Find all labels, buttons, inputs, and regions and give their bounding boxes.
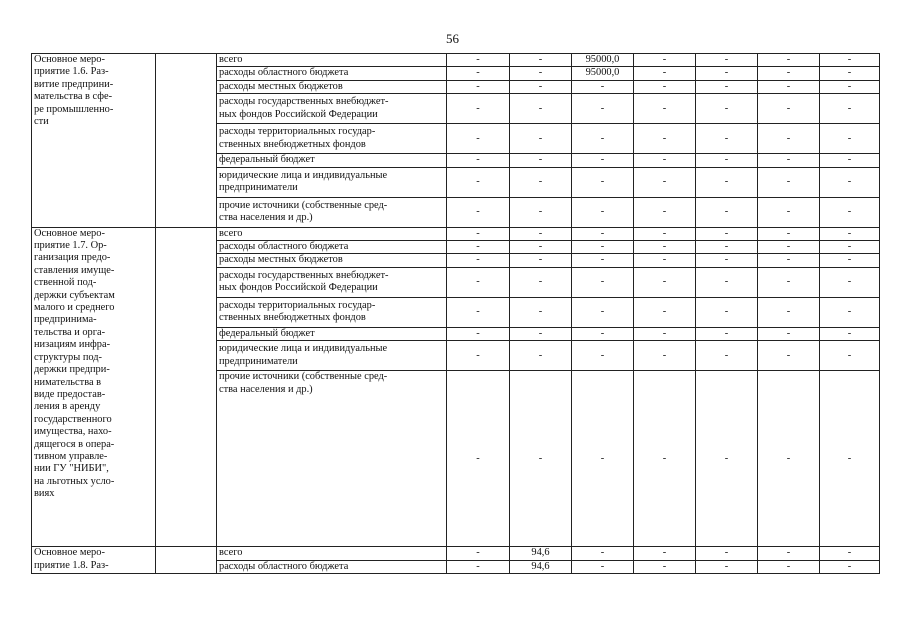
page-number: 56 bbox=[446, 31, 459, 46]
value-cell: - bbox=[510, 167, 572, 197]
measure-line: приятие 1.6. Раз- bbox=[34, 66, 109, 78]
value-cell: - bbox=[572, 197, 634, 227]
funding-source-line: расходы областного бюджета bbox=[219, 241, 349, 253]
value-cell: - bbox=[696, 197, 758, 227]
funding-source-line: расходы местных бюджетов bbox=[219, 80, 343, 92]
value-cell: - bbox=[572, 327, 634, 340]
value-cell: - bbox=[572, 241, 634, 254]
value-cell: - bbox=[572, 94, 634, 124]
value-cell: - bbox=[758, 167, 820, 197]
value-cell: - bbox=[447, 227, 510, 240]
value-cell: - bbox=[634, 267, 696, 297]
value-cell: - bbox=[510, 341, 572, 371]
value-cell: - bbox=[820, 254, 880, 267]
value-cell: - bbox=[447, 80, 510, 93]
value-cell: - bbox=[696, 547, 758, 560]
funding-source-cell bbox=[217, 124, 447, 154]
value-cell: - bbox=[820, 297, 880, 327]
value-cell: - bbox=[634, 80, 696, 93]
value-cell: - bbox=[572, 80, 634, 93]
value-cell: - bbox=[510, 327, 572, 340]
value-cell: - bbox=[696, 241, 758, 254]
value-cell: - bbox=[447, 254, 510, 267]
measure-line: низациям инфра- bbox=[34, 339, 111, 351]
measure-line: малого и среднего bbox=[34, 302, 115, 314]
value-cell: - bbox=[696, 227, 758, 240]
funding-source-line: прочие источники (собственные сред- bbox=[219, 371, 388, 383]
funding-source-line: ственных внебюджетных фондов bbox=[219, 312, 366, 324]
funding-source-line: расходы областного бюджета bbox=[219, 67, 349, 79]
measure-line: приятие 1.8. Раз- bbox=[34, 559, 109, 571]
value-cell: - bbox=[447, 67, 510, 80]
value-cell: - bbox=[510, 154, 572, 167]
value-cell: - bbox=[572, 167, 634, 197]
value-cell: - bbox=[820, 67, 880, 80]
value-cell: - bbox=[447, 547, 510, 560]
value-cell: - bbox=[510, 241, 572, 254]
funding-source-line: расходы территориальных государ- bbox=[219, 126, 376, 138]
funding-source-line: юридические лица и индивидуальные bbox=[219, 343, 388, 355]
funding-source-line: ных фондов Российской Федерации bbox=[219, 282, 378, 294]
measure-line: держки субъектам bbox=[34, 289, 115, 301]
value-cell: - bbox=[510, 227, 572, 240]
value-cell: - bbox=[820, 560, 880, 573]
measure-line: приятие 1.7. Ор- bbox=[34, 240, 107, 252]
measure-line: нимательства в bbox=[34, 376, 102, 388]
value-cell: - bbox=[572, 341, 634, 371]
executor-cell bbox=[156, 227, 217, 547]
funding-source-line: расходы государственных внебюджет- bbox=[219, 96, 389, 108]
measure-line: Основное меро- bbox=[34, 547, 105, 559]
value-cell: - bbox=[447, 341, 510, 371]
value-cell: - bbox=[447, 197, 510, 227]
value-cell: - bbox=[758, 267, 820, 297]
executor-cell bbox=[156, 54, 217, 228]
value-cell: - bbox=[634, 371, 696, 547]
value-cell: - bbox=[758, 547, 820, 560]
value-cell: - bbox=[758, 94, 820, 124]
value-cell: - bbox=[634, 341, 696, 371]
funding-source-line: всего bbox=[219, 227, 243, 239]
value-cell: - bbox=[510, 297, 572, 327]
measure-line: Основное меро- bbox=[34, 54, 105, 65]
funding-source-cell bbox=[217, 94, 447, 124]
measure-line: ставления имуще- bbox=[34, 264, 115, 276]
funding-source-line: расходы государственных внебюджет- bbox=[219, 269, 389, 281]
value-cell: - bbox=[758, 560, 820, 573]
measure-line: Основное меро- bbox=[34, 227, 105, 239]
measure-line: на льготных усло- bbox=[34, 475, 115, 487]
value-cell: - bbox=[634, 67, 696, 80]
value-cell: - bbox=[572, 267, 634, 297]
value-cell: - bbox=[696, 167, 758, 197]
value-cell: - bbox=[634, 560, 696, 573]
value-cell: - bbox=[634, 241, 696, 254]
funding-source-cell bbox=[217, 227, 447, 240]
value-cell: - bbox=[447, 297, 510, 327]
measure-cell bbox=[32, 54, 156, 228]
value-cell: - bbox=[820, 327, 880, 340]
value-cell: 94,6 bbox=[510, 547, 572, 560]
value-cell: - bbox=[758, 124, 820, 154]
value-cell: - bbox=[572, 124, 634, 154]
budget-table bbox=[31, 53, 880, 574]
value-cell: - bbox=[820, 54, 880, 67]
value-cell: - bbox=[634, 124, 696, 154]
value-cell: - bbox=[696, 254, 758, 267]
value-cell: 95000,0 bbox=[572, 67, 634, 80]
value-cell: - bbox=[447, 154, 510, 167]
value-cell: - bbox=[696, 54, 758, 67]
value-cell: - bbox=[820, 371, 880, 547]
funding-source-line: ства населения и др.) bbox=[219, 212, 313, 224]
value-cell: - bbox=[634, 197, 696, 227]
value-cell: - bbox=[758, 254, 820, 267]
measure-line: нии ГУ "НИБИ", bbox=[34, 463, 109, 475]
measure-line: ственной под- bbox=[34, 277, 97, 289]
measure-line: тивном управле- bbox=[34, 450, 108, 462]
value-cell: - bbox=[820, 124, 880, 154]
value-cell: - bbox=[447, 267, 510, 297]
funding-source-line: юридические лица и индивидуальные bbox=[219, 169, 388, 181]
funding-source-cell bbox=[217, 80, 447, 93]
executor-cell bbox=[156, 547, 217, 574]
value-cell: - bbox=[634, 54, 696, 67]
measure-line: структуры под- bbox=[34, 351, 103, 363]
value-cell: - bbox=[820, 167, 880, 197]
funding-source-line: прочие источники (собственные сред- bbox=[219, 199, 388, 211]
value-cell: - bbox=[820, 547, 880, 560]
funding-source-cell bbox=[217, 254, 447, 267]
value-cell: - bbox=[758, 154, 820, 167]
measure-line: тельства и орга- bbox=[34, 326, 106, 338]
value-cell: - bbox=[634, 167, 696, 197]
funding-source-cell bbox=[217, 297, 447, 327]
value-cell: - bbox=[696, 94, 758, 124]
value-cell: - bbox=[634, 327, 696, 340]
value-cell: - bbox=[758, 227, 820, 240]
measure-line: государственного bbox=[34, 413, 112, 425]
value-cell: - bbox=[572, 227, 634, 240]
measure-line: ганизация предо- bbox=[34, 252, 111, 264]
value-cell: - bbox=[634, 227, 696, 240]
value-cell: - bbox=[696, 154, 758, 167]
measure-line: виде предостав- bbox=[34, 388, 106, 400]
value-cell: - bbox=[696, 297, 758, 327]
funding-source-line: расходы местных бюджетов bbox=[219, 254, 343, 266]
value-cell: - bbox=[820, 154, 880, 167]
value-cell: - bbox=[820, 241, 880, 254]
funding-source-cell bbox=[217, 560, 447, 573]
value-cell: - bbox=[510, 80, 572, 93]
value-cell: - bbox=[820, 197, 880, 227]
value-cell: - bbox=[696, 341, 758, 371]
value-cell: - bbox=[572, 154, 634, 167]
funding-source-line: федеральный бюджет bbox=[219, 154, 315, 166]
value-cell: - bbox=[820, 94, 880, 124]
measure-line: сти bbox=[34, 116, 49, 128]
value-cell: - bbox=[820, 341, 880, 371]
measure-line: имущества, нахо- bbox=[34, 426, 112, 438]
funding-source-line: всего bbox=[219, 54, 243, 65]
funding-source-line: предприниматели bbox=[219, 355, 298, 367]
funding-source-cell bbox=[217, 154, 447, 167]
value-cell: - bbox=[634, 254, 696, 267]
value-cell: - bbox=[572, 547, 634, 560]
budget-table-body bbox=[32, 54, 880, 574]
value-cell: - bbox=[820, 80, 880, 93]
measure-line: держки предпри- bbox=[34, 364, 110, 376]
funding-source-cell bbox=[217, 371, 447, 547]
value-cell: - bbox=[572, 560, 634, 573]
funding-source-cell bbox=[217, 327, 447, 340]
value-cell: - bbox=[447, 124, 510, 154]
value-cell: - bbox=[696, 327, 758, 340]
funding-source-cell bbox=[217, 167, 447, 197]
funding-source-line: федеральный бюджет bbox=[219, 327, 315, 339]
table-row bbox=[32, 227, 880, 240]
funding-source-cell bbox=[217, 197, 447, 227]
measure-line: предпринима- bbox=[34, 314, 97, 326]
funding-source-cell bbox=[217, 547, 447, 560]
value-cell: - bbox=[758, 371, 820, 547]
value-cell: - bbox=[572, 254, 634, 267]
value-cell: - bbox=[447, 241, 510, 254]
value-cell: - bbox=[696, 371, 758, 547]
value-cell: 94,6 bbox=[510, 560, 572, 573]
value-cell: - bbox=[758, 67, 820, 80]
value-cell: - bbox=[820, 227, 880, 240]
funding-source-line: расходы областного бюджета bbox=[219, 560, 349, 572]
value-cell: - bbox=[696, 124, 758, 154]
value-cell: - bbox=[510, 54, 572, 67]
funding-source-cell bbox=[217, 67, 447, 80]
funding-source-line: расходы территориальных государ- bbox=[219, 299, 376, 311]
value-cell: - bbox=[758, 341, 820, 371]
value-cell: - bbox=[447, 560, 510, 573]
value-cell: - bbox=[510, 254, 572, 267]
value-cell: - bbox=[634, 547, 696, 560]
value-cell: - bbox=[758, 327, 820, 340]
value-cell: - bbox=[447, 94, 510, 124]
value-cell: - bbox=[696, 67, 758, 80]
value-cell: - bbox=[447, 167, 510, 197]
funding-source-cell bbox=[217, 241, 447, 254]
value-cell: - bbox=[572, 297, 634, 327]
value-cell: 95000,0 bbox=[572, 54, 634, 67]
table-row bbox=[32, 547, 880, 560]
value-cell: - bbox=[634, 94, 696, 124]
value-cell: - bbox=[510, 94, 572, 124]
measure-line: дящегося в опера- bbox=[34, 438, 115, 450]
measure-line: ления в аренду bbox=[34, 401, 101, 413]
funding-source-line: ства населения и др.) bbox=[219, 383, 313, 395]
value-cell: - bbox=[758, 54, 820, 67]
value-cell: - bbox=[758, 241, 820, 254]
funding-source-cell bbox=[217, 54, 447, 67]
value-cell: - bbox=[634, 154, 696, 167]
funding-source-line: ственных внебюджетных фондов bbox=[219, 138, 366, 150]
funding-source-cell bbox=[217, 341, 447, 371]
measure-cell bbox=[32, 227, 156, 547]
value-cell: - bbox=[572, 371, 634, 547]
value-cell: - bbox=[510, 67, 572, 80]
value-cell: - bbox=[510, 197, 572, 227]
funding-source-line: ных фондов Российской Федерации bbox=[219, 108, 378, 120]
value-cell: - bbox=[447, 327, 510, 340]
measure-line: виях bbox=[34, 488, 55, 500]
value-cell: - bbox=[758, 197, 820, 227]
value-cell: - bbox=[447, 371, 510, 547]
measure-line: мательства в сфе- bbox=[34, 91, 113, 103]
value-cell: - bbox=[820, 267, 880, 297]
table-row bbox=[32, 54, 880, 67]
funding-source-cell bbox=[217, 267, 447, 297]
value-cell: - bbox=[510, 371, 572, 547]
value-cell: - bbox=[758, 80, 820, 93]
value-cell: - bbox=[634, 297, 696, 327]
measure-line: витие предприни- bbox=[34, 78, 114, 90]
measure-line: ре промышленно- bbox=[34, 103, 114, 115]
value-cell: - bbox=[696, 560, 758, 573]
measure-cell bbox=[32, 547, 156, 574]
funding-source-line: предприниматели bbox=[219, 182, 298, 194]
value-cell: - bbox=[510, 124, 572, 154]
value-cell: - bbox=[447, 54, 510, 67]
value-cell: - bbox=[758, 297, 820, 327]
value-cell: - bbox=[696, 80, 758, 93]
funding-source-line: всего bbox=[219, 547, 243, 559]
value-cell: - bbox=[510, 267, 572, 297]
value-cell: - bbox=[696, 267, 758, 297]
